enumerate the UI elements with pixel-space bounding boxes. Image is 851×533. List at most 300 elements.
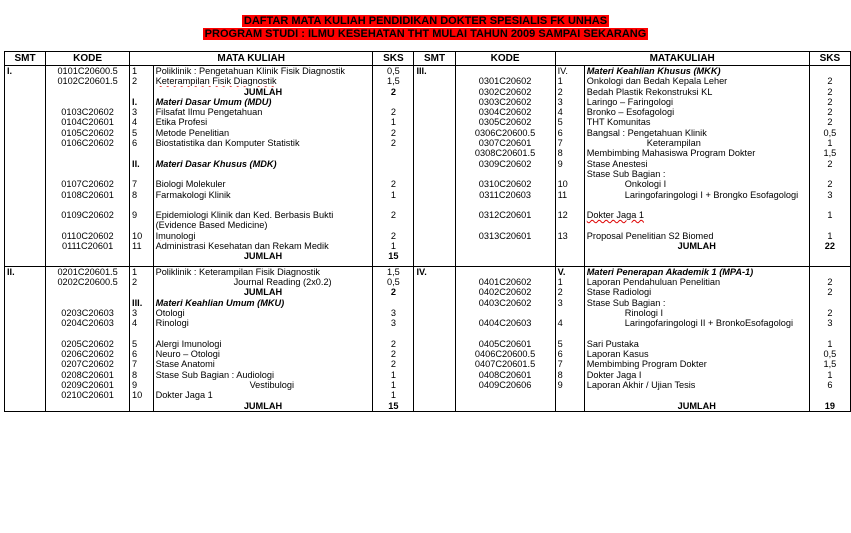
sks-cell: 1 (809, 370, 850, 380)
course-name: Laringo – Faringologi (586, 96, 674, 107)
course-name-cell (584, 359, 809, 369)
sks-cell (373, 169, 414, 179)
course-name: Otologi (155, 307, 185, 318)
course-name: Keterampilan (646, 138, 701, 149)
kode-cell: 0308C20601.5 (455, 148, 555, 158)
course-name-cell (153, 169, 373, 179)
table-row (5, 349, 851, 359)
course-name: Materi Penerapan Akademik 1 (MPA-1) (586, 266, 754, 277)
sks-cell (809, 298, 850, 308)
kode-cell: 0109C20602 (46, 210, 130, 231)
sks-cell: 2 (809, 97, 850, 107)
table-row (5, 169, 851, 179)
kode-cell: 0313C20601 (455, 231, 555, 241)
smt-cell (5, 251, 46, 261)
kode-cell (455, 169, 555, 179)
header-matakuliah-left: MATA KULIAH (130, 52, 373, 66)
sks-cell (373, 97, 414, 107)
no-cell: 5 (555, 339, 584, 349)
smt-cell (414, 308, 455, 318)
table-row (5, 107, 851, 117)
course-name: Alergi Imunologi (155, 338, 222, 349)
table-row (5, 359, 851, 369)
kode-cell (455, 266, 555, 277)
table-row (5, 390, 851, 400)
course-name: Vestibulogi (249, 379, 295, 390)
sks-cell: 1 (373, 117, 414, 127)
course-name: Laringofaringologi II + BronkoEsofagologi (624, 318, 794, 329)
smt-cell (414, 359, 455, 369)
course-name-cell (584, 231, 809, 241)
no-cell: V. (555, 266, 584, 277)
course-name-cell (584, 97, 809, 107)
sks-cell: 15 (373, 251, 414, 261)
course-name: Neuro – Otologi (155, 349, 220, 360)
course-name: Materi Dasar Umum (MDU) (155, 96, 272, 107)
kode-cell: 0401C20602 (455, 277, 555, 287)
kode-cell: 0306C20600.5 (455, 128, 555, 138)
title-line2-text: PROGRAM STUDI : ILMU KESEHATAN THT MULAI TAHUN 2009 SAMPAI SEKARANG (204, 28, 647, 40)
header-sks-left: SKS (373, 52, 414, 66)
course-name-cell (584, 349, 809, 359)
sks-cell: 2 (373, 231, 414, 241)
course-name-cell (584, 370, 809, 380)
course-name-cell (584, 148, 809, 158)
kode-cell: 0207C20602 (46, 359, 130, 369)
no-cell: 9 (555, 159, 584, 169)
no-cell: 9 (555, 380, 584, 390)
no-cell: 7 (130, 179, 154, 189)
kode-cell: 0402C20602 (455, 287, 555, 297)
course-name: JUMLAH (243, 251, 283, 262)
no-cell: 4 (555, 318, 584, 339)
sks-cell: 3 (373, 318, 414, 339)
smt-cell (5, 349, 46, 359)
course-name: Farmakologi Klinik (155, 189, 231, 200)
course-name: Proposal Penelitian S2 Biomed (586, 230, 714, 241)
course-name: THT Komunitas (586, 117, 651, 128)
course-name-cell (153, 380, 373, 390)
no-cell (555, 390, 584, 400)
course-name: JUMLAH (677, 400, 716, 411)
course-name-cell (584, 87, 809, 97)
course-name: Metode Penelitian (155, 127, 230, 138)
smt-cell (5, 97, 46, 107)
sks-cell: 1 (809, 138, 850, 148)
sks-cell: 2 (809, 308, 850, 318)
table-row (5, 298, 851, 308)
kode-cell: 0403C20602 (455, 298, 555, 308)
sks-cell: 2 (809, 87, 850, 97)
course-name: Journal Reading (2x0.2) (233, 276, 332, 287)
kode-cell: 0309C20602 (455, 159, 555, 169)
smt-cell (414, 76, 455, 86)
no-cell: 11 (130, 241, 154, 251)
course-name: Keterampilan Fisik Diagnostik (155, 76, 277, 87)
sks-cell (373, 298, 414, 308)
table-row (5, 287, 851, 297)
sks-cell: 2 (809, 159, 850, 169)
smt-cell (414, 138, 455, 148)
smt-cell (5, 210, 46, 231)
course-name: Epidemiologi Klinik dan Ked. Berbasis Bukti (Evidence Based Medicine) (155, 210, 334, 231)
course-name: Imunologi (155, 230, 196, 241)
course-name: JUMLAH (677, 241, 716, 252)
no-cell: 4 (130, 318, 154, 339)
sks-cell (809, 66, 850, 77)
sks-cell: 2 (373, 138, 414, 148)
kode-cell: 0405C20601 (455, 339, 555, 349)
kode-cell: 0107C20602 (46, 179, 130, 189)
kode-cell (455, 390, 555, 400)
course-name: Poliklinik : Keterampilan Fisik Diagnostik (155, 266, 320, 277)
smt-cell: IV. (414, 266, 455, 277)
no-cell (130, 148, 154, 158)
sks-cell: 2 (373, 287, 414, 297)
table-row (5, 76, 851, 86)
course-name: JUMLAH (243, 287, 283, 298)
course-name: Stase Sub Bagian : (586, 168, 666, 179)
sks-cell: 2 (373, 349, 414, 359)
document-title-line2 (0, 28, 851, 41)
no-cell: 2 (555, 87, 584, 97)
course-name-cell (584, 107, 809, 117)
header-matakuliah-right: MATAKULIAH (555, 52, 809, 66)
kode-cell (455, 66, 555, 77)
smt-cell (414, 370, 455, 380)
kode-cell: 0210C20601 (46, 390, 130, 400)
kode-cell (46, 87, 130, 97)
no-cell: 2 (130, 277, 154, 287)
table-row (5, 117, 851, 127)
course-name-cell (584, 277, 809, 287)
table-row (5, 339, 851, 349)
no-cell: 1 (130, 266, 154, 277)
course-name: Materi Keahlian Khusus (MKK) (586, 66, 721, 76)
no-cell: 9 (130, 380, 154, 390)
smt-cell (414, 241, 455, 251)
smt-cell (5, 390, 46, 400)
kode-cell: 0310C20602 (455, 179, 555, 189)
kode-cell: 0204C20603 (46, 318, 130, 339)
table-row (5, 318, 851, 339)
kode-cell (46, 287, 130, 297)
no-cell (130, 401, 154, 412)
course-name-cell (584, 241, 809, 251)
no-cell: 9 (130, 210, 154, 231)
no-cell: 3 (555, 97, 584, 107)
kode-cell: 0209C20601 (46, 380, 130, 390)
course-name: Etika Profesi (155, 117, 208, 128)
table-row (5, 66, 851, 77)
smt-cell (5, 308, 46, 318)
kode-cell (455, 401, 555, 412)
smt-cell (414, 287, 455, 297)
course-name-cell (153, 159, 373, 169)
sks-cell: 2 (373, 339, 414, 349)
course-name: Stase Sub Bagian : Audiologi (155, 369, 275, 380)
smt-cell (414, 159, 455, 169)
sks-cell (373, 159, 414, 169)
course-name-cell (153, 349, 373, 359)
no-cell: 5 (130, 339, 154, 349)
course-name: Membimbing Mahasiswa Program Dokter (586, 148, 756, 159)
smt-cell (414, 107, 455, 117)
kode-cell: 0305C20602 (455, 117, 555, 127)
course-name: JUMLAH (243, 86, 283, 97)
kode-cell (46, 298, 130, 308)
header-kode-right: KODE (455, 52, 555, 66)
course-name: Administrasi Kesehatan dan Rekam Medik (155, 241, 329, 252)
sks-cell (809, 169, 850, 179)
sks-cell: 2 (809, 179, 850, 189)
sks-cell: 2 (809, 76, 850, 86)
smt-cell (5, 401, 46, 412)
smt-cell (5, 169, 46, 179)
course-name-cell (584, 401, 809, 412)
course-name-cell (153, 308, 373, 318)
smt-cell (5, 339, 46, 349)
no-cell: 1 (130, 66, 154, 77)
course-name: Rinologi I (624, 307, 664, 318)
smt-cell (5, 107, 46, 117)
smt-cell (5, 241, 46, 251)
course-name-cell (153, 251, 373, 261)
kode-cell (46, 401, 130, 412)
smt-cell (414, 87, 455, 97)
no-cell: 3 (130, 107, 154, 117)
smt-cell (414, 339, 455, 349)
kode-cell: 0404C20603 (455, 318, 555, 339)
sks-cell: 1 (809, 210, 850, 231)
sks-cell: 3 (373, 308, 414, 318)
course-name: Biologi Molekuler (155, 179, 226, 190)
sks-cell: 2 (809, 287, 850, 297)
sks-cell: 1 (373, 380, 414, 390)
no-cell: 13 (555, 231, 584, 241)
no-cell: 10 (130, 390, 154, 400)
course-name-cell (153, 76, 373, 86)
sks-cell: 2 (373, 179, 414, 189)
header-sks-right: SKS (809, 52, 850, 66)
smt-cell (414, 380, 455, 390)
smt-cell (5, 87, 46, 97)
no-cell: 6 (130, 138, 154, 148)
smt-cell: III. (414, 66, 455, 77)
smt-cell (5, 318, 46, 339)
smt-cell (414, 117, 455, 127)
sks-cell: 1 (373, 241, 414, 251)
course-name: Dokter Jaga I (586, 369, 642, 380)
kode-cell: 0408C20601 (455, 370, 555, 380)
course-name: Materi Dasar Khusus (MDK) (155, 158, 277, 169)
course-name-cell (153, 138, 373, 148)
course-name: Dokter Jaga 1 (155, 390, 213, 401)
course-name: Bangsal : Pengetahuan Klinik (586, 127, 707, 138)
sks-cell (809, 390, 850, 400)
no-cell (555, 169, 584, 179)
smt-cell (414, 401, 455, 412)
smt-cell (5, 380, 46, 390)
course-name-cell (153, 117, 373, 127)
no-cell: 7 (555, 138, 584, 148)
sks-cell: 2 (809, 277, 850, 287)
course-name-cell (153, 87, 373, 97)
kode-cell: 0104C20601 (46, 117, 130, 127)
table-row (5, 138, 851, 148)
no-cell: 2 (555, 287, 584, 297)
sks-cell: 1 (373, 190, 414, 211)
course-name-cell (153, 231, 373, 241)
kode-cell: 0307C20601 (455, 138, 555, 148)
smt-cell (414, 97, 455, 107)
smt-cell (414, 148, 455, 158)
course-name-cell (584, 169, 809, 179)
kode-cell: 0106C20602 (46, 138, 130, 148)
smt-cell (5, 277, 46, 287)
kode-cell (46, 169, 130, 179)
course-name: Laringofaringologi I + Brongko Esofagologi (624, 189, 799, 200)
no-cell: 8 (555, 148, 584, 158)
smt-cell (5, 179, 46, 189)
no-cell: IV. (555, 66, 584, 77)
sks-cell: 2 (809, 117, 850, 127)
course-name-cell (153, 401, 373, 412)
table-row (5, 179, 851, 189)
smt-cell (414, 349, 455, 359)
course-name-cell (153, 298, 373, 308)
sks-cell: 15 (373, 401, 414, 412)
kode-cell: 0203C20603 (46, 308, 130, 318)
no-cell: 6 (555, 349, 584, 359)
smt-cell (414, 298, 455, 308)
course-name: Stase Radiologi (586, 287, 652, 298)
sks-cell: 2 (373, 107, 414, 117)
no-cell: 8 (130, 370, 154, 380)
sks-cell: 3 (809, 318, 850, 339)
kode-cell: 0103C20602 (46, 107, 130, 117)
sks-cell: 22 (809, 241, 850, 251)
course-name-cell (153, 210, 373, 231)
course-name: Filsafat Ilmu Pengetahuan (155, 107, 263, 118)
table-row (5, 277, 851, 287)
course-name-cell (153, 107, 373, 117)
sks-cell: 2 (373, 128, 414, 138)
no-cell (130, 251, 154, 261)
course-name: Laporan Pendahuluan Penelitian (586, 276, 721, 287)
no-cell: 5 (555, 117, 584, 127)
course-name: Bronko – Esofagologi (586, 107, 675, 118)
sks-cell: 1 (373, 370, 414, 380)
course-name-cell (584, 117, 809, 127)
smt-cell (5, 117, 46, 127)
no-cell: 5 (130, 128, 154, 138)
sks-cell: 2 (373, 210, 414, 231)
course-name-cell (584, 251, 809, 261)
smt-cell (414, 169, 455, 179)
smt-cell (5, 298, 46, 308)
table-row (5, 266, 851, 277)
course-name-cell (584, 318, 809, 339)
smt-cell (5, 148, 46, 158)
course-name-cell (153, 370, 373, 380)
kode-cell: 0311C20603 (455, 190, 555, 211)
no-cell (130, 287, 154, 297)
kode-cell: 0312C20601 (455, 210, 555, 231)
course-name: Biostatistika dan Komputer Statistik (155, 138, 300, 149)
sks-cell: 19 (809, 401, 850, 412)
course-name-cell (153, 266, 373, 277)
course-name-cell (584, 308, 809, 318)
course-name: Materi Keahlian Umum (MKU) (155, 297, 285, 308)
course-name-cell (584, 287, 809, 297)
course-name: Laporan Kasus (586, 349, 649, 360)
course-name-cell (153, 66, 373, 77)
no-cell: 8 (555, 370, 584, 380)
table-row (5, 190, 851, 211)
smt-cell (414, 231, 455, 241)
no-cell: 8 (130, 190, 154, 211)
table-row (5, 308, 851, 318)
smt-cell (5, 359, 46, 369)
kode-cell (46, 251, 130, 261)
sks-cell: 0,5 (373, 66, 414, 77)
no-cell: 12 (555, 210, 584, 231)
course-name: Stase Anestesi (586, 158, 648, 169)
course-name-cell (153, 339, 373, 349)
kode-cell: 0206C20602 (46, 349, 130, 359)
sks-cell: 1 (809, 339, 850, 349)
course-name-cell (584, 380, 809, 390)
no-cell (130, 169, 154, 179)
course-name: Onkologi dan Bedah Kepala Leher (586, 76, 728, 87)
kode-cell (46, 159, 130, 169)
table-row (5, 128, 851, 138)
course-name-cell (584, 138, 809, 148)
kode-cell: 0406C20600.5 (455, 349, 555, 359)
header-kode-left: KODE (46, 52, 130, 66)
no-cell (555, 401, 584, 412)
sks-cell (373, 148, 414, 158)
table-row (5, 241, 851, 251)
course-name-cell (584, 66, 809, 77)
table-row (5, 87, 851, 97)
course-name-cell (153, 190, 373, 211)
no-cell (555, 251, 584, 261)
header-smt-left: SMT (5, 52, 46, 66)
table-header-row (5, 52, 851, 66)
course-name: Rinologi (155, 318, 189, 329)
kode-cell (46, 97, 130, 107)
kode-cell: 0105C20602 (46, 128, 130, 138)
course-table (4, 51, 851, 412)
document-title-line1 (0, 15, 851, 28)
smt-cell (414, 190, 455, 211)
kode-cell: 0304C20602 (455, 107, 555, 117)
smt-cell (5, 190, 46, 211)
course-name-cell (584, 266, 809, 277)
course-name-cell (584, 76, 809, 86)
sks-cell (809, 266, 850, 277)
course-name: Sari Pustaka (586, 338, 639, 349)
no-cell: 1 (555, 277, 584, 287)
sks-cell: 2 (809, 107, 850, 117)
smt-cell (414, 318, 455, 339)
smt-cell (5, 76, 46, 86)
smt-cell (414, 390, 455, 400)
course-name-cell (153, 128, 373, 138)
course-table-body (5, 52, 851, 412)
